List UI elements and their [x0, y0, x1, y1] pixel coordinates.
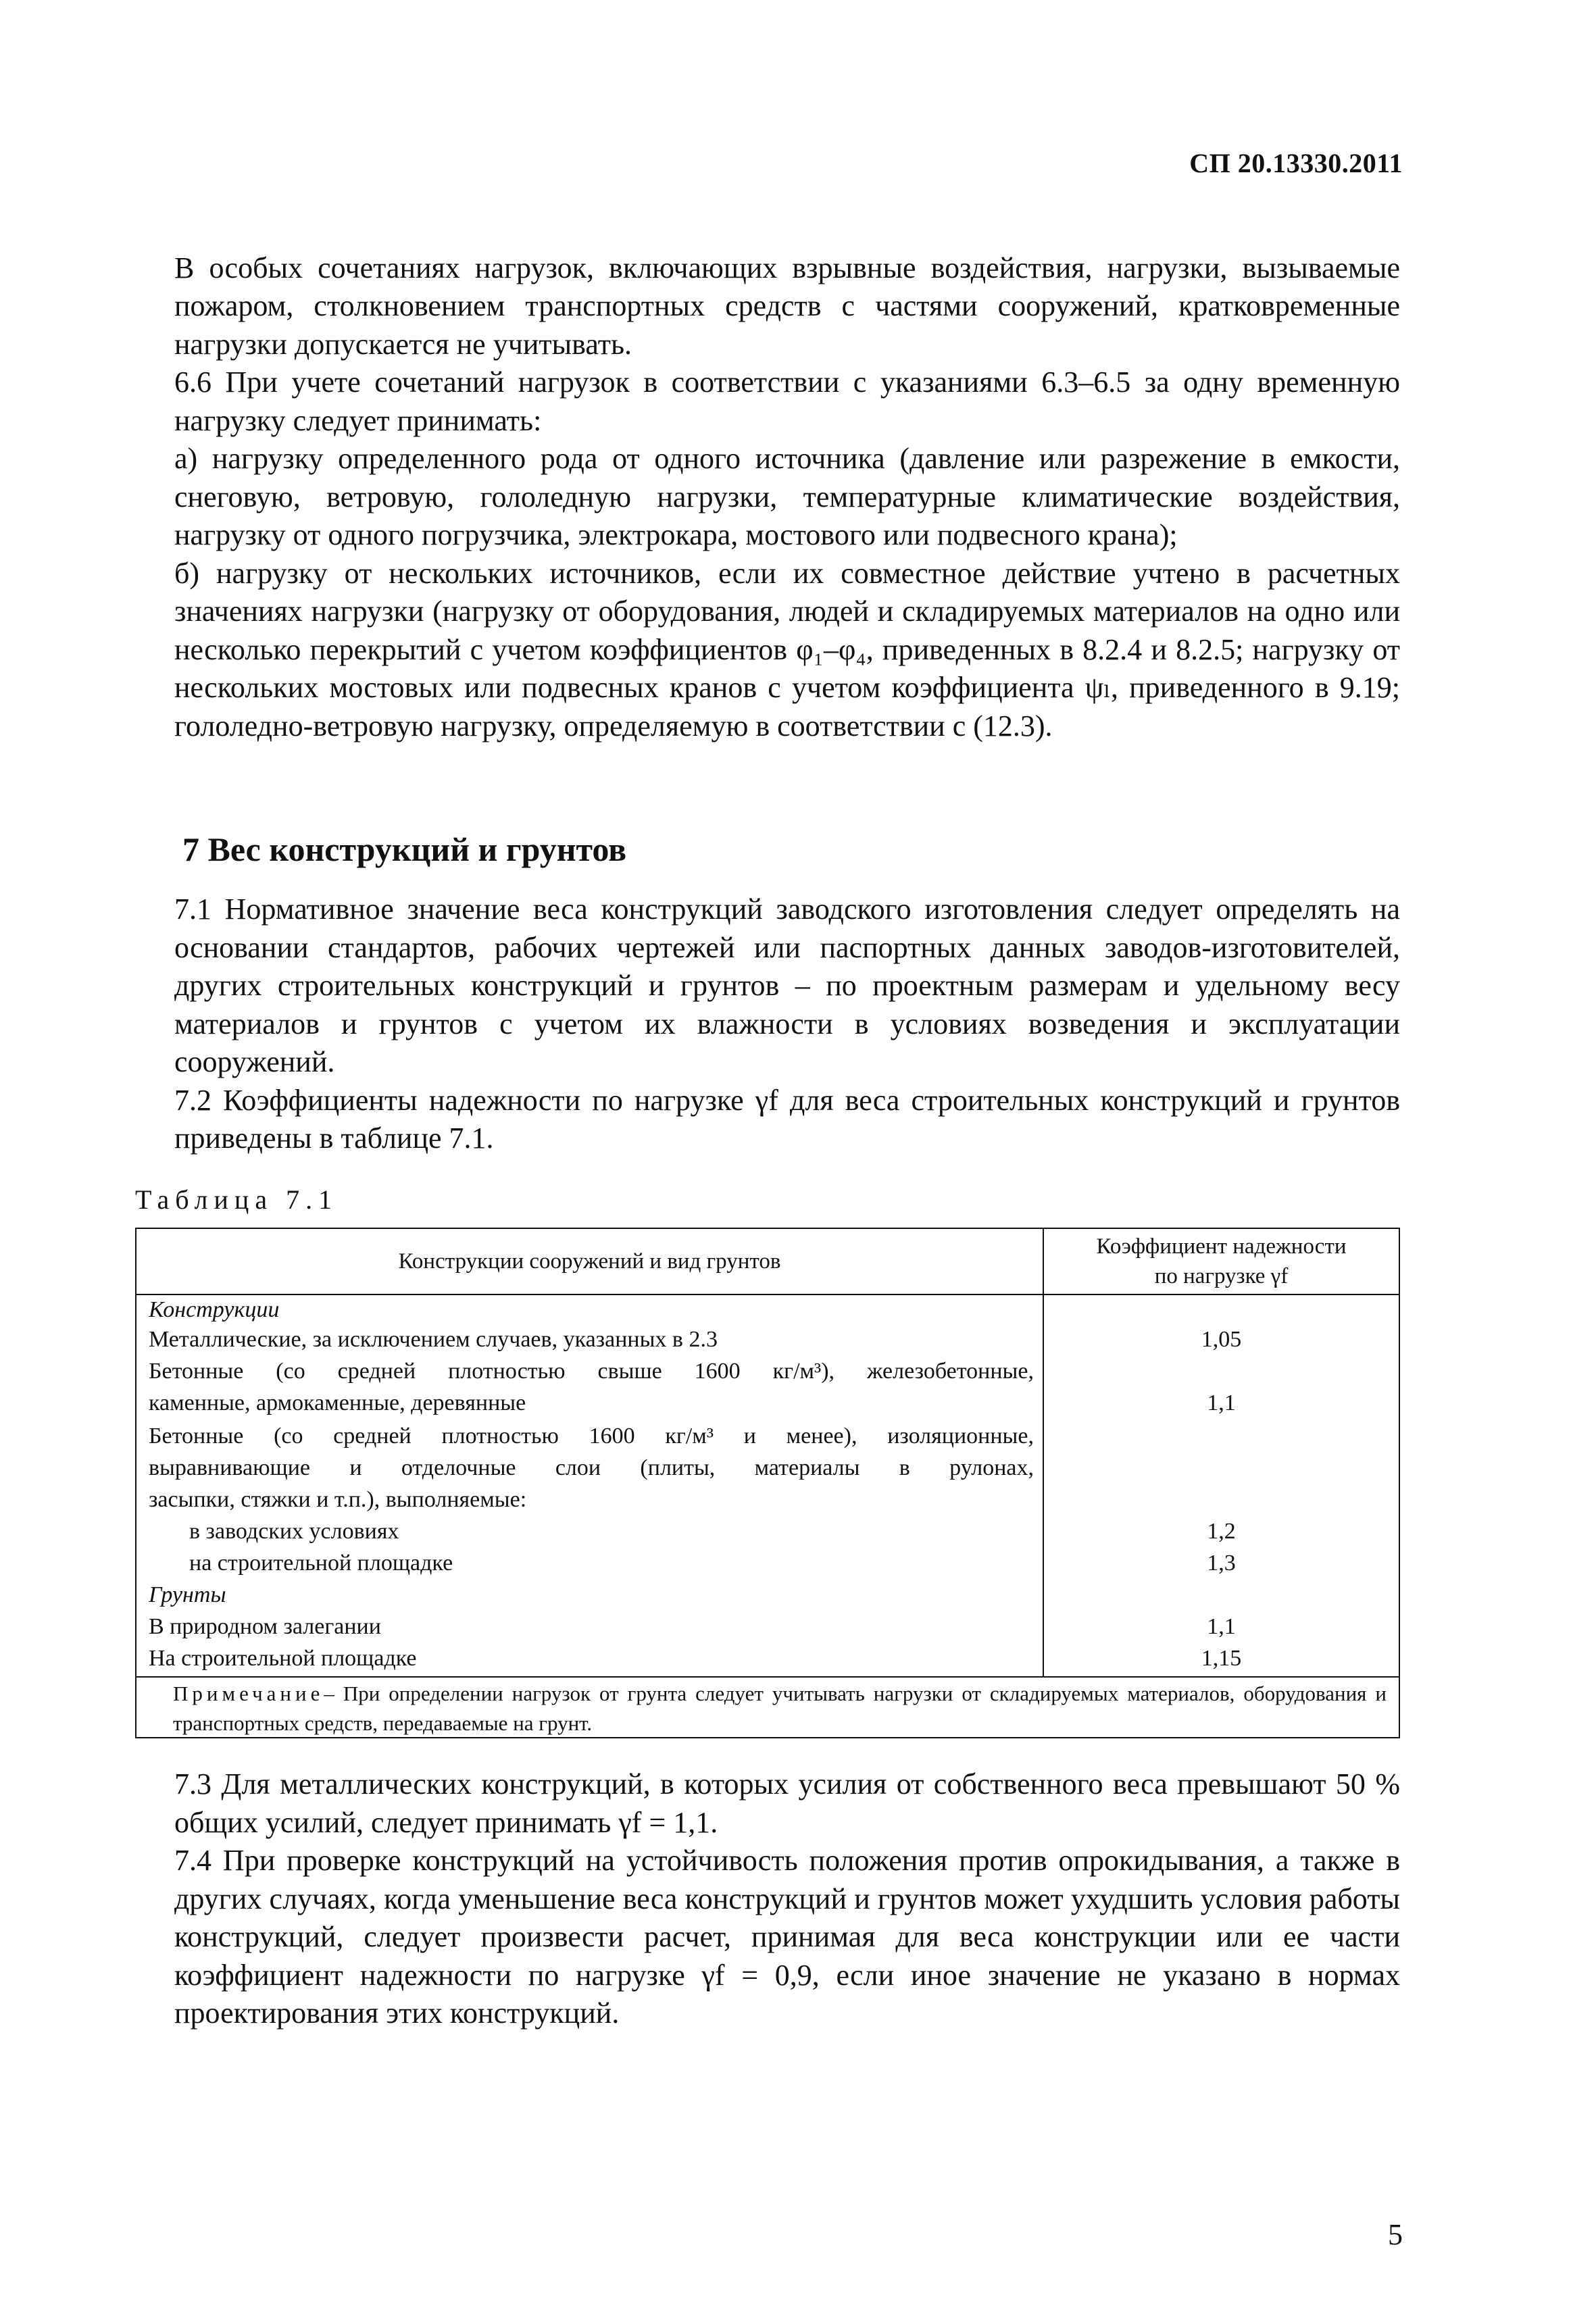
table-note	[136, 1676, 1399, 1738]
table-cell: Металлические, за исключением случаев, указанных в 2.3	[149, 1327, 718, 1352]
table-cell: 1,15	[1201, 1646, 1242, 1671]
table-caption: Таблица 7.1	[135, 1184, 339, 1215]
table-cell: 1,05	[1201, 1327, 1242, 1352]
section-6-text	[174, 211, 1400, 745]
table-cell: На строительной площадке	[149, 1646, 417, 1671]
table-row	[136, 1484, 1399, 1515]
table-cell: 1,2	[1207, 1519, 1236, 1544]
table-cell: 1,1	[1207, 1614, 1236, 1639]
document-code: СП 20.13330.2011	[1189, 148, 1403, 178]
section-7-text	[174, 890, 1400, 1158]
table-row	[136, 1420, 1399, 1452]
table-cell: В природном залегании	[149, 1614, 381, 1639]
table-cell: 1,3	[1207, 1551, 1236, 1576]
paragraph	[174, 211, 1400, 363]
paragraph-text: 7.4 При проверке конструкций на устойчивость положения против опрокидывания, а также в других случаях, когда уменьшение веса конструкций и грунтов может ухудшить условия работы конструкций, следует произвести расчет, принимая для веса конструкции или ее части коэффициент надежности по нагрузке γf = 0,9, если иное значение не указано в нормах проектирования этих конструкций.	[174, 1844, 1400, 2030]
list-item-a	[174, 440, 1400, 555]
table-cell: засыпки, стяжки и т.п.), выполняемые:	[149, 1487, 527, 1512]
table	[135, 1228, 1400, 1738]
header-line: Коэффициент надежности	[1096, 1234, 1347, 1259]
table-row	[136, 1355, 1399, 1387]
table-cell: в заводских условиях	[189, 1519, 399, 1544]
paragraph-text: а) нагрузку определенного рода от одного источника (давление или разрежение в емкости, снеговую, ветровую, гололедную нагрузки, температурные климатические воздействия, нагрузку от одного погрузчика, электрокара, мостового или подвесного крана);	[174, 442, 1400, 551]
paragraph-7-1	[174, 890, 1400, 1082]
table-row	[136, 1611, 1399, 1642]
paragraph-text: 7.2 Коэффициенты надежности по нагрузке γf для веса строительных конструкций и грунтов приведены в таблице 7.1.	[174, 1083, 1400, 1155]
paragraph-text: б) нагрузку от нескольких источников, если их совместное действие учтено в расчетных значениях нагрузки (нагрузку от оборудования, людей и складируемых материалов на одно или несколько перекрытий с учетом коэффициентов φ₁–φ₄, приведенных в 8.2.4 и 8.2.5; нагрузку от нескольких мостовых или подвесных кранов с учетом коэффициента ψₗ, приведенного в 9.19; гололедно-ветровую нагрузку, определяемую в соответствии с (12.3).	[174, 556, 1400, 743]
table-cell: выравнивающие и отделочные слои (плиты, материалы в рулонах,	[149, 1455, 1034, 1480]
table-row	[136, 1294, 1399, 1326]
table-cell: Бетонные (со средней плотностью 1600 кг/м³ и менее), изоляционные,	[149, 1424, 1034, 1449]
table-cell: каменные, армокаменные, деревянные	[149, 1390, 526, 1415]
table-header	[136, 1229, 1399, 1295]
table-cell: на строительной площадке	[189, 1551, 453, 1576]
section-7-text-continued	[174, 1765, 1400, 2033]
table-row	[136, 1579, 1399, 1611]
table-row	[136, 1515, 1399, 1547]
table-header-cell	[1044, 1229, 1399, 1294]
header-line: по нагрузке γf	[1154, 1264, 1289, 1288]
paragraph-text: В особых сочетаниях нагрузок, включающих взрывные воздействия, нагрузки, вызываемые пожаром, столкновением транспортных средств с частями сооружений, кратковременные нагрузки допускается не учитывать.	[174, 251, 1400, 361]
paragraph-text: 7.1 Нормативное значение веса конструкций заводского изготовления следует определять на основании стандартов, рабочих чертежей или паспортных данных заводов-изготовителей, других строительных конструкций и грунтов – по проектным размерам и удельному весу материалов и грунтов с учетом их влажности в условиях возведения и эксплуатации сооружений.	[174, 892, 1400, 1078]
section-heading: 7 Вес конструкций и грунтов	[182, 830, 627, 868]
table-row	[136, 1387, 1399, 1419]
note-label: Примечание	[173, 1682, 324, 1705]
table-row	[136, 1452, 1399, 1484]
paragraph-7-3	[174, 1765, 1400, 1842]
table-row	[136, 1642, 1399, 1674]
paragraph-text: 7.3 Для металлических конструкций, в которых усилия от собственного веса превышают 50 % общих усилий, следует принимать γf = 1,1.	[174, 1767, 1400, 1839]
paragraph-7-2	[174, 1082, 1400, 1158]
table-cell: 1,1	[1207, 1390, 1236, 1415]
table-cell: Бетонные (со средней плотностью свыше 1600 кг/м³), железобетонные,	[149, 1359, 1034, 1384]
table-cell: Грунты	[149, 1582, 226, 1607]
page-number: 5	[1388, 2218, 1403, 2251]
table-row	[136, 1324, 1399, 1355]
note-text: – При определении нагрузок от грунта следует учитывать нагрузки от складируемых материалов, оборудования и транспортных средств, передаваемые на грунт.	[173, 1682, 1387, 1735]
table-header-cell: Конструкции сооружений и вид грунтов	[136, 1229, 1044, 1294]
table-cell: Конструкции	[149, 1297, 280, 1322]
paragraph-7-4	[174, 1842, 1400, 2033]
list-item-b	[174, 555, 1400, 746]
table-row	[136, 1547, 1399, 1579]
table-body	[136, 1294, 1399, 1676]
paragraph-text: 6.6 При учете сочетаний нагрузок в соответствии с указаниями 6.3–6.5 за одну временную нагрузку следует принимать:	[174, 366, 1400, 437]
paragraph-6-6	[174, 363, 1400, 440]
